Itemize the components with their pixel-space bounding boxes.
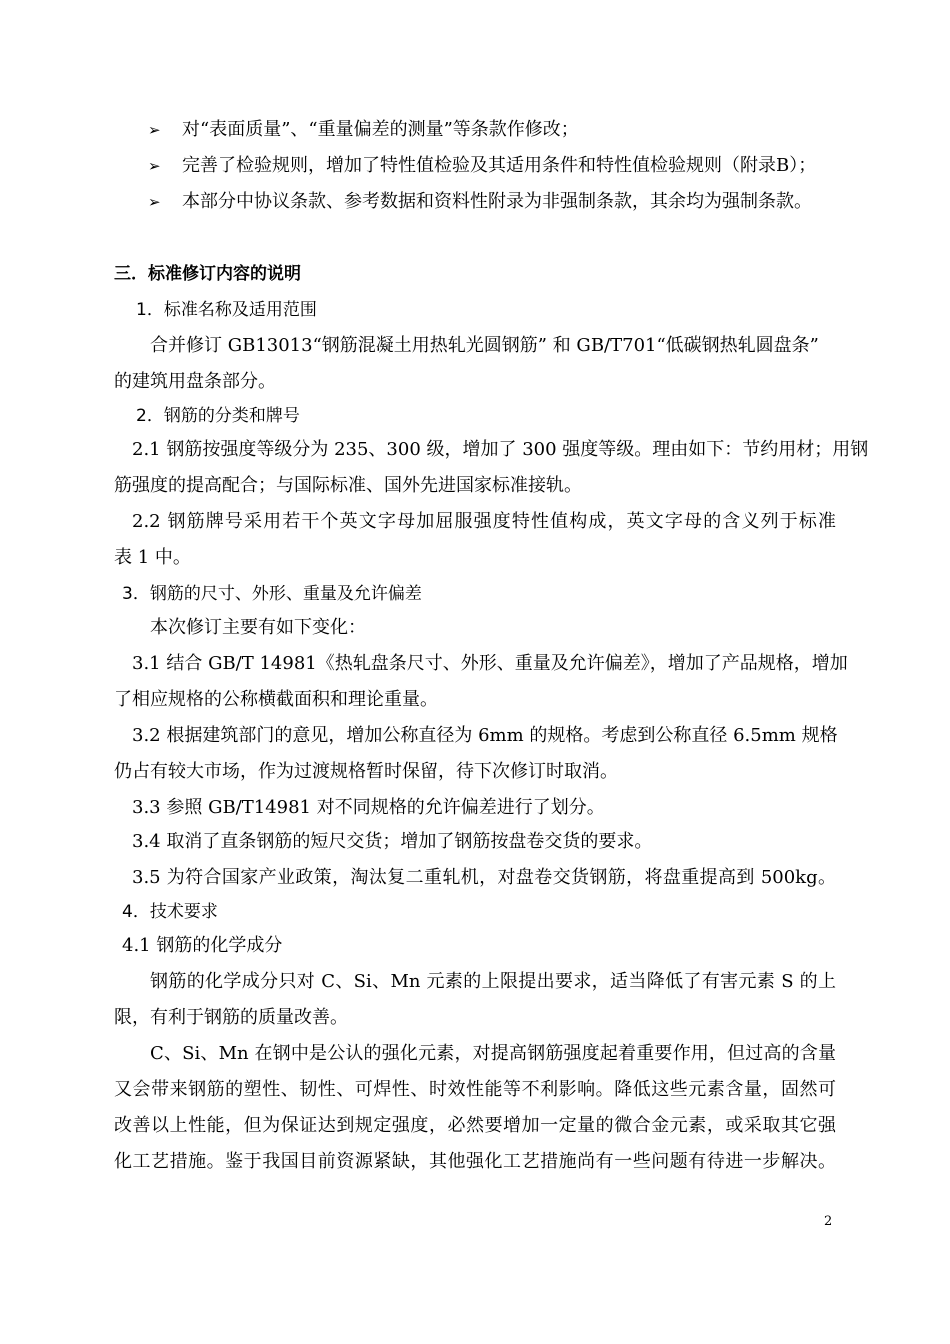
- paragraph-line: 3.1 结合 GB/T 14981《热轧盘条尺寸、外形、重量及允许偏差》，增加了产品规格，增加: [132, 653, 848, 674]
- paragraph-line: 的建筑用盘条部分。: [114, 371, 276, 392]
- paragraph-line: 筋强度的提高配合；与国际标准、国外先进国家标准接轨。: [114, 475, 582, 496]
- subsubsection-heading: 4.1 钢筋的化学成分: [122, 935, 283, 956]
- bullet-arrow-icon: ➢: [148, 157, 161, 175]
- paragraph-line: 2.1 钢筋按强度等级分为 235、300 级，增加了 300 强度等级。理由如下：节约用材；用钢: [132, 439, 869, 460]
- paragraph-line: 又会带来钢筋的塑性、韧性、可焊性、时效性能等不利影响。降低这些元素含量，固然可: [114, 1079, 836, 1100]
- section-heading: 三．标准修订内容的说明: [114, 264, 301, 284]
- subsection-heading: 4．技术要求: [122, 902, 218, 922]
- subsection-heading: 1．标准名称及适用范围: [136, 300, 317, 320]
- paragraph-line: 3.3 参照 GB/T14981 对不同规格的允许偏差进行了划分。: [132, 797, 605, 818]
- paragraph-line: 合并修订 GB13013“钢筋混凝土用热轧光圆钢筋” 和 GB/T701“低碳钢热轧圆盘条”: [150, 335, 819, 356]
- paragraph-line: 限，有利于钢筋的质量改善。: [114, 1007, 348, 1028]
- paragraph-line: 3.4 取消了直条钢筋的短尺交货；增加了钢筋按盘卷交货的要求。: [132, 831, 653, 852]
- bullet-item: 完善了检验规则，增加了特性值检验及其适用条件和特性值检验规则（附录B）；: [182, 155, 817, 176]
- paragraph-line: 2.2 钢筋牌号采用若干个英文字母加屈服强度特性值构成，英文字母的含义列于标准: [132, 511, 836, 532]
- paragraph-line: 钢筋的化学成分只对 C、Si、Mn 元素的上限提出要求，适当降低了有害元素 S 的上: [150, 971, 836, 992]
- paragraph-line: 仍占有较大市场，作为过渡规格暂时保留，待下次修订时取消。: [114, 761, 618, 782]
- paragraph-line: 本次修订主要有如下变化：: [150, 617, 366, 638]
- subsection-heading: 2．钢筋的分类和牌号: [136, 406, 300, 426]
- paragraph-line: 化工艺措施。鉴于我国目前资源紧缺，其他强化工艺措施尚有一些问题有待进一步解决。: [114, 1151, 836, 1172]
- page-number: 2: [824, 1214, 833, 1229]
- bullet-item: 对“表面质量”、“重量偏差的测量”等条款作修改；: [182, 119, 579, 140]
- bullet-arrow-icon: ➢: [148, 193, 161, 211]
- paragraph-line: 了相应规格的公称横截面积和理论重量。: [114, 689, 438, 710]
- paragraph-line: C、Si、Mn 在钢中是公认的强化元素，对提高钢筋强度起着重要作用，但过高的含量: [150, 1043, 836, 1064]
- paragraph-line: 改善以上性能，但为保证达到规定强度，必然要增加一定量的微合金元素，或采取其它强: [114, 1115, 836, 1136]
- paragraph-line: 3.5 为符合国家产业政策，淘汰复二重轧机，对盘卷交货钢筋，将盘重提高到 500kg。: [132, 867, 836, 888]
- paragraph-line: 表 1 中。: [114, 547, 191, 568]
- subsection-heading: 3．钢筋的尺寸、外形、重量及允许偏差: [122, 584, 422, 604]
- paragraph-line: 3.2 根据建筑部门的意见，增加公称直径为 6mm 的规格。考虑到公称直径 6.5mm 规格: [132, 725, 838, 746]
- bullet-arrow-icon: ➢: [148, 121, 161, 139]
- bullet-item: 本部分中协议条款、参考数据和资料性附录为非强制条款，其余均为强制条款。: [182, 191, 812, 212]
